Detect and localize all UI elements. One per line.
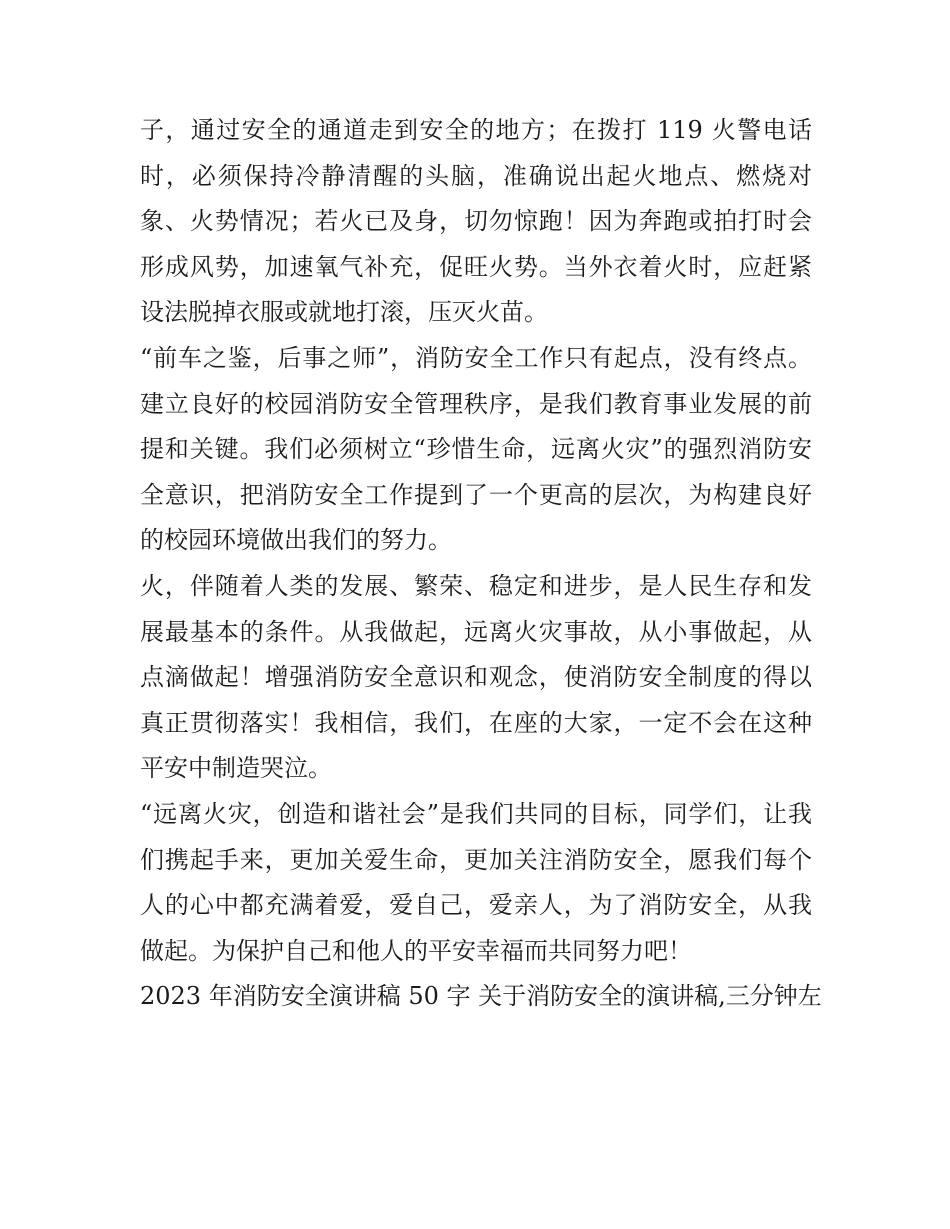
text-line: 建立良好的校园消防安全管理秩序，是我们教育事业发展的前	[140, 389, 812, 418]
text-line: 设法脱掉衣服或就地打滚，压灭火苗。	[140, 298, 548, 327]
text-line: 展最基本的条件。从我做起，远离火灾事故，从小事做起，从	[140, 617, 812, 646]
text-line: 2023 年消防安全演讲稿 50 字 关于消防安全的演讲稿,三分钟左	[140, 982, 822, 1011]
document-body	[140, 108, 822, 1020]
text-line: 时，必须保持冷静清醒的头脑，准确说出起火地点、燃烧对	[140, 161, 812, 190]
text-line: “远离火灾，创造和谐社会”是我们共同的目标，同学们，让我	[140, 799, 812, 828]
text-line: 做起。为保护自己和他人的平安幸福而共同努力吧！	[140, 936, 692, 965]
text-line: 提和关键。我们必须树立“珍惜生命，远离火灾”的强烈消防安	[140, 435, 812, 464]
text-line: 人的心中都充满着爱，爱自己，爱亲人，为了消防安全，从我	[140, 891, 812, 920]
text-line: 平安中制造哭泣。	[140, 754, 332, 783]
text-line: 的校园环境做出我们的努力。	[140, 526, 452, 555]
text-line: 全意识，把消防安全工作提到了一个更高的层次，为构建良好	[140, 480, 812, 509]
text-line: 真正贯彻落实！我相信，我们，在座的大家，一定不会在这种	[140, 708, 812, 737]
text-line: 火，伴随着人类的发展、繁荣、稳定和进步，是人民生存和发	[140, 571, 812, 600]
text-line: 象、火势情况；若火已及身，切勿惊跑！因为奔跑或拍打时会	[140, 207, 812, 236]
text-line: 形成风势，加速氧气补充，促旺火势。当外衣着火时，应赶紧	[140, 252, 812, 281]
text-line: 们携起手来，更加关爱生命，更加关注消防安全，愿我们每个	[140, 845, 812, 874]
text-line: 点滴做起！增强消防安全意识和观念，使消防安全制度的得以	[140, 663, 812, 692]
text-line: “前车之鉴，后事之师”，消防安全工作只有起点，没有终点。	[140, 343, 812, 372]
text-line: 子，通过安全的通道走到安全的地方；在拨打 119 火警电话	[140, 116, 812, 144]
